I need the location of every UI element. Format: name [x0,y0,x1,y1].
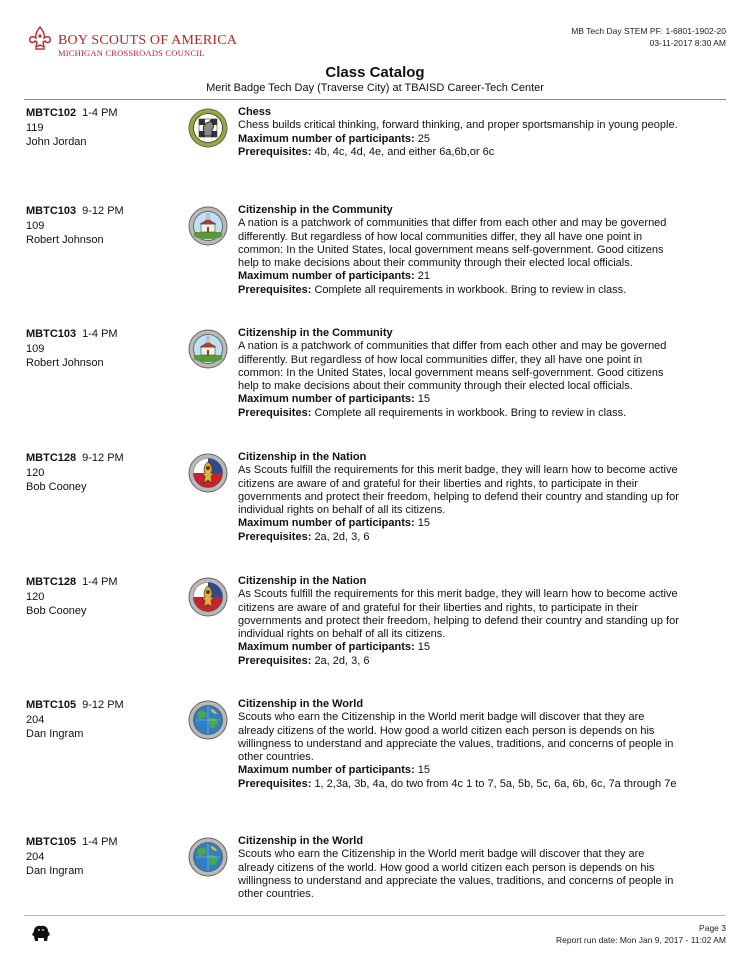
prereq-label: Prerequisites: [238,145,312,158]
class-instructor: Bob Cooney [26,481,87,493]
class-details [238,698,683,791]
prerequisites [238,146,683,159]
class-instructor: Robert Johnson [26,357,104,369]
class-room: 109 [26,342,45,355]
class-instructor: John Jordan [26,136,87,148]
badge-description: A nation is a patchwork of communities that differ from each other and may be governed differently. But regardless of how local communities differ, they all have one point in common: In the United States, local government means self-government. Good citizens help to make decisions about their community through their elected local officials. [238,340,667,393]
max-value: 21 [417,270,430,283]
class-instructor: Robert Johnson [26,234,104,246]
prerequisites [238,407,683,420]
max-participants [238,270,683,283]
badge-description: A nation is a patchwork of communities that differ from each other and may be governed differently. But regardless of how local communities differ, they all have one point in common: In the United States, local government means self-government. Good citizens help to make decisions about their community through their elected local officials. [238,217,667,270]
citizenship-nation-badge-icon [188,577,228,617]
report-meta [571,25,726,49]
class-info [26,451,176,495]
council-name: MICHIGAN CROSSROADS COUNCIL [58,48,205,58]
class-code: MBTC103 [26,328,77,340]
citizenship-world-badge-icon [188,837,228,877]
max-label: Maximum number of participants: [238,641,415,654]
max-label: Maximum number of participants: [238,270,415,283]
class-info [26,204,176,248]
prereq-value: Complete all requirements in workbook. Bring to review in class. [314,406,627,419]
badge-title: Citizenship in the Nation [238,451,367,463]
max-participants [238,641,683,654]
class-code: MBTC105 [26,699,77,711]
max-value: 15 [417,764,430,777]
max-participants [238,764,683,777]
prereq-label: Prerequisites: [238,283,312,296]
class-instructor: Bob Cooney [26,605,87,617]
bsa-logo [26,25,238,58]
prerequisites [238,531,683,544]
badge-title: Citizenship in the Nation [238,575,367,587]
prereq-value: Complete all requirements in workbook. Bring to review in class. [314,283,627,296]
class-time: 9-12 PM [82,452,124,464]
prereq-value: 1, 2,3a, 3b, 4a, do two from 4c 1 to 7, 5a, 5b, 5c, 6a, 6b, 6c, 7a through 7e [314,777,677,790]
badge-description: As Scouts fulfill the requirements for this merit badge, they will learn how to become active citizens are aware of and grateful for their liberties and rights, to participate in their governments and protect their freedom, helping to defend their country and standing up for individual rights on behalf of all its citizens. [238,588,679,641]
prereq-value: 2a, 2d, 3, 6 [314,654,370,667]
page-subtitle: Merit Badge Tech Day (Traverse City) at TBAISD Career-Tech Center [206,82,544,94]
class-time: 1-4 PM [82,836,118,848]
class-details [238,575,683,668]
class-info [26,106,176,150]
badge-title: Chess [238,106,272,118]
class-room: 120 [26,590,45,603]
class-code: MBTC105 [26,836,77,848]
max-participants [238,133,683,146]
class-room: 120 [26,466,45,479]
prereq-value: 4b, 4c, 4d, 4e, and either 6a,6b,or 6c [314,145,495,158]
class-time: 9-12 PM [82,205,124,217]
class-code: MBTC102 [26,107,77,119]
class-details [238,204,683,297]
prereq-value: 2a, 2d, 3, 6 [314,530,370,543]
prereq-label: Prerequisites: [238,406,312,419]
header-divider [24,99,726,100]
class-details [238,835,683,901]
class-time: 9-12 PM [82,699,124,711]
page-number: Page 3 [699,923,726,933]
class-info [26,575,176,619]
class-room: 109 [26,219,45,232]
class-details [238,451,683,544]
org-name: BOY SCOUTS OF AMERICA [58,33,238,48]
max-value: 15 [417,517,430,530]
black-pug-software-logo [26,921,56,947]
class-info [26,835,176,879]
class-room: 204 [26,850,45,863]
class-instructor: Dan Ingram [26,728,84,740]
max-label: Maximum number of participants: [238,517,415,530]
max-label: Maximum number of participants: [238,132,415,145]
class-code: MBTC128 [26,452,77,464]
badge-description: Chess builds critical thinking, forward thinking, and proper sportsmanship in young people. [238,119,678,132]
badge-title: Citizenship in the World [238,698,364,710]
max-label: Maximum number of participants: [238,764,415,777]
class-info [26,698,176,742]
prerequisites [238,284,683,297]
badge-title: Citizenship in the Community [238,327,393,339]
class-room: 119 [26,121,44,134]
class-info [26,327,176,371]
prereq-label: Prerequisites: [238,530,312,543]
class-time: 1-4 PM [82,107,118,119]
badge-description: Scouts who earn the Citizenship in the World merit badge will discover that they are already citizens of the world. How good a world citizen each person is depends on his willingness to understand and appreciate the values, traditions, and concerns of people in other countries. [238,848,674,901]
prereq-label: Prerequisites: [238,654,312,667]
citizenship-community-badge-icon [188,206,228,246]
max-participants [238,517,683,530]
class-code: MBTC103 [26,205,77,217]
max-value: 25 [417,132,430,145]
footer-divider [24,915,726,916]
class-instructor: Dan Ingram [26,865,84,877]
prerequisites [238,778,683,791]
max-participants [238,393,683,406]
report-id: MB Tech Day STEM PF: 1-6801-1902-20 [571,26,726,36]
report-date: 03-11-2017 8:30 AM [649,38,726,48]
badge-description: Scouts who earn the Citizenship in the World merit badge will discover that they are already citizens of the world. How good a world citizen each person is depends on his willingness to understand and appreciate the values, traditions, and concerns of people in other countries. [238,711,674,764]
prereq-label: Prerequisites: [238,777,312,790]
fleur-de-lis-icon [26,25,54,53]
class-room: 204 [26,713,45,726]
class-details [238,106,683,159]
citizenship-nation-badge-icon [188,453,228,493]
citizenship-world-badge-icon [188,700,228,740]
page-title: Class Catalog [325,64,425,81]
badge-title: Citizenship in the Community [238,204,393,216]
class-time: 1-4 PM [82,328,118,340]
max-value: 15 [417,393,430,406]
badge-title: Citizenship in the World [238,835,364,847]
report-footer [556,922,726,946]
max-label: Maximum number of participants: [238,393,415,406]
badge-description: As Scouts fulfill the requirements for this merit badge, they will learn how to become active citizens are aware of and grateful for their liberties and rights, to participate in their governments and protect their freedom, helping to defend their country and standing up for individual rights on behalf of all its citizens. [238,464,679,517]
report-run-date: Report run date: Mon Jan 9, 2017 - 11:02 AM [556,935,726,945]
max-value: 15 [417,641,430,654]
prerequisites [238,655,683,668]
class-details [238,327,683,420]
citizenship-community-badge-icon [188,329,228,369]
class-code: MBTC128 [26,576,77,588]
class-time: 1-4 PM [82,576,118,588]
chess-badge-icon [188,108,228,148]
